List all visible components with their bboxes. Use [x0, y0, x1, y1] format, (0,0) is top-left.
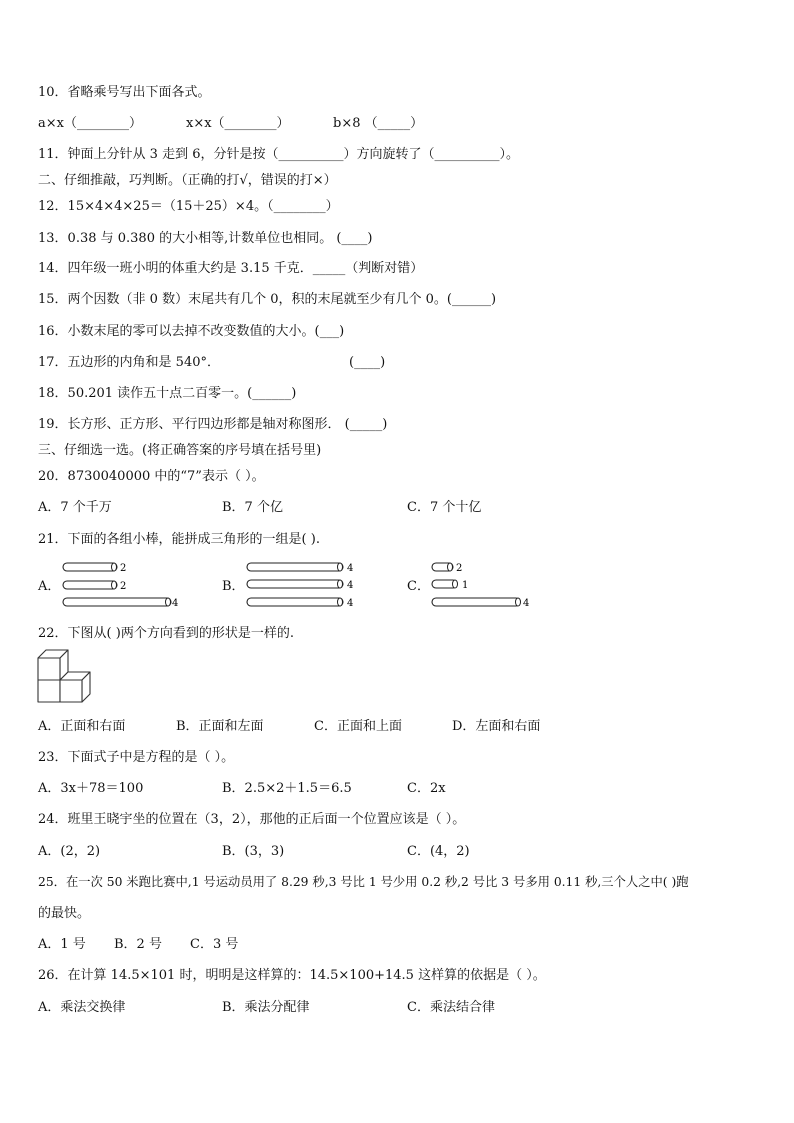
question-24-text: 24．班里王晓宇坐的位置在（3，2），那他的正后面一个位置应该是（ ）。 — [38, 812, 466, 827]
q10-item-b8: b×8 （_____） — [333, 116, 424, 131]
stick-b3 — [247, 598, 343, 606]
question-22-text: 22．下图从( )两个方向看到的形状是一样的. — [38, 626, 294, 641]
cube-stack-figure — [36, 648, 108, 710]
question-21-text: 21．下面的各组小棒，能拼成三角形的一组是( ). — [38, 532, 320, 547]
q23-option-a: A．3x＋78＝100 — [38, 781, 144, 796]
stick-group-a — [60, 560, 190, 612]
question-11-text: 11．钟面上分针从 3 走到 6，分针是按（__________）方向旋转了（__________）。 — [38, 147, 519, 162]
stick-a2-length: 2 — [120, 581, 127, 592]
stick-c2 — [432, 580, 458, 588]
section-3-heading: 三、仔细选一选。(将正确答案的序号填在括号里) — [38, 443, 322, 458]
stick-b1 — [247, 563, 343, 571]
q10-item-ax: a×x（________） — [38, 116, 142, 131]
question-19-text: 19．长方形、正方形、平行四边形都是轴对称图形． (_____) — [38, 417, 388, 432]
q25-option-c: C．3 号 — [190, 937, 239, 952]
stick-c2-length: 1 — [462, 580, 469, 591]
stick-b2 — [247, 580, 343, 588]
q26-option-c: C．乘法结合律 — [407, 1000, 495, 1015]
question-20-text: 20．8730040000 中的“7”表示（ ）。 — [38, 469, 265, 484]
stick-c3-length: 4 — [523, 598, 530, 609]
stick-b3-length: 4 — [347, 598, 354, 609]
q24-option-c: C．(4，2) — [407, 844, 470, 859]
stick-c3 — [432, 598, 521, 606]
q22-option-d: D．左面和右面 — [452, 719, 541, 734]
cube-lower-left-front — [38, 680, 60, 702]
q20-option-b: B．7 个亿 — [222, 500, 283, 515]
q24-option-b: B．(3，3) — [222, 844, 285, 859]
q22-option-c: C．正面和上面 — [314, 719, 402, 734]
stick-b2-length: 4 — [347, 580, 354, 591]
stick-a1 — [63, 563, 117, 571]
question-25-text: 25．在一次 50 米跑比赛中,1 号运动员用了 8.29 秒,3 号比 1 号少用 0.2 秒,2 号比 3 号多用 0.11 秒,三个人之中( )跑 — [38, 875, 689, 889]
q20-option-c: C．7 个十亿 — [407, 500, 482, 515]
stick-a2 — [63, 581, 117, 589]
question-25-text-cont: 的最快。 — [38, 906, 91, 921]
q22-option-b: B．正面和左面 — [176, 719, 264, 734]
section-2-heading: 二、仔细推敲，巧判断。（正确的打√，错误的打×） — [38, 173, 337, 188]
question-10-text: 10．省略乘号写出下面各式。 — [38, 85, 211, 100]
q10-item-xx: x×x（________） — [186, 116, 290, 131]
q24-option-a: A．(2，2) — [38, 844, 101, 859]
stick-a3 — [63, 598, 171, 606]
stick-group-c — [429, 560, 539, 612]
stick-c1-length: 2 — [456, 563, 463, 574]
question-13-text: 13．0.38 与 0.380 的大小相等,计数单位也相同。 (____) — [38, 231, 373, 246]
stick-a1-length: 2 — [120, 563, 127, 574]
question-23-text: 23．下面式子中是方程的是（ ）。 — [38, 750, 235, 765]
question-14-text: 14．四年级一班小明的体重大约是 3.15 千克．_____（判断对错） — [38, 261, 424, 276]
stick-group-b — [244, 560, 364, 612]
stick-a3-length: 4 — [172, 598, 179, 609]
q25-option-b: B．2 号 — [114, 937, 162, 952]
cube-lower-right-front — [60, 680, 82, 702]
q23-option-b: B．2.5×2＋1.5＝6.5 — [222, 781, 352, 796]
q25-option-a: A．1 号 — [38, 937, 86, 952]
question-17-text: 17．五边形的内角和是 540°． — [38, 355, 220, 370]
cube-upper-front — [38, 658, 60, 680]
q21-label-c: C． — [407, 579, 430, 594]
stick-c1 — [432, 563, 453, 571]
q22-option-a: A．正面和右面 — [38, 719, 126, 734]
q21-label-a: A． — [38, 579, 61, 594]
question-26-text: 26．在计算 14.5×101 时，明明是这样算的：14.5×100+14.5 这样算的依据是（ ）。 — [38, 968, 546, 983]
q20-option-a: A．7 个千万 — [38, 500, 112, 515]
q23-option-c: C．2x — [407, 781, 446, 796]
q26-option-a: A．乘法交换律 — [38, 1000, 126, 1015]
question-17-blank: (____) — [349, 355, 386, 370]
question-15-text: 15．两个因数（非 0 数）末尾共有几个 0，积的末尾就至少有几个 0。(______) — [38, 292, 497, 307]
question-16-text: 16．小数末尾的零可以去掉不改变数值的大小。(___) — [38, 324, 345, 339]
stick-b1-length: 4 — [347, 563, 354, 574]
q26-option-b: B．乘法分配律 — [222, 1000, 310, 1015]
q21-label-b: B． — [222, 579, 245, 594]
question-12-text: 12．15×4×4×25＝（15＋25）×4。（________） — [38, 199, 339, 214]
question-18-text: 18．50.201 读作五十点二百零一。(______) — [38, 386, 297, 401]
